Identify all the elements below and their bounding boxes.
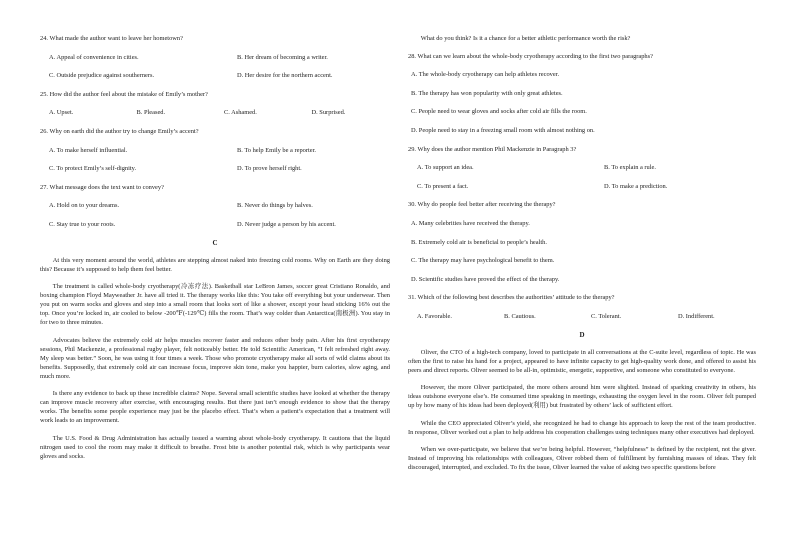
question-31-stem: 31. Which of the following best describes the authorities’ attitude to the therapy? xyxy=(408,294,615,302)
option-c: C. Stay true to your roots. xyxy=(49,220,116,228)
passage-c-paragraph-5: The U.S. Food & Drug Administration has actually issued a warning about whole-body cryotherapy. It cautions that the liquid nitrogen used to cool the room may make it difficult to breathe. Frost bite is another potential risk, which is why participants wear gloves and socks. xyxy=(40,434,390,460)
option-c: C. To present a fact. xyxy=(417,182,469,190)
option-d: D. To make a prediction. xyxy=(604,182,668,190)
option-d: D. Her desire for the northern accent. xyxy=(237,72,333,80)
question-24-options xyxy=(40,53,390,62)
option-c: C. Ashamed. xyxy=(224,109,257,117)
option-a: A. Appeal of convenience in cities. xyxy=(49,53,139,61)
option-b: B. Her dream of becoming a writer. xyxy=(237,53,328,61)
option-b: B. Pleased. xyxy=(136,109,166,117)
passage-c-paragraph-2: The treatment is called whole-body cryotherapy(冷冻疗法). Basketball star LeBron James, soccer great Cristiano Ronaldo, and boxing champion Floyd Mayweather Jr. have all tried it. The therapy works like this: You take off everything but your underwear. Then you put on warm socks and gloves and step into a small room that looks sort of like a shower, except your head sticking 16% out the top. Once you’re locked in, air cooled to below -200℉(-129℃) fills the room. That’s way colder than Antarctica(南极洲). You stay in for two to three minutes. xyxy=(40,283,390,327)
option-d: D. Indifferent. xyxy=(678,312,715,320)
question-29-options-2 xyxy=(408,182,756,191)
passage-d-paragraph-2: However, the more Oliver participated, the more others around him were slighted. Instead of sparking creativity in others, his ideas outshone everyone else’s. He consumed time speaking in meetings, exhausting the oxygen level in the room. Oliver felt pumped up by how many of his ideas had been deployed(利用) but frustrated by others’ lack of sufficient effort. xyxy=(408,384,756,410)
section-heading-d: D xyxy=(579,330,585,339)
option-c: C. People need to wear gloves and socks after cold air fills the room. xyxy=(411,108,587,116)
option-b: B. To explain a rule. xyxy=(604,164,656,172)
option-d: D. People need to stay in a freezing small room with almost nothing on. xyxy=(411,126,595,134)
option-b: B. Extremely cold air is beneficial to people’s health. xyxy=(411,238,547,246)
question-25-stem: 25. How did the author feel about the mistake of Emily’s mother? xyxy=(40,90,208,98)
option-a: A. Upset. xyxy=(49,109,74,117)
passage-d-paragraph-3: While the CEO appreciated Oliver’s yield, she recognized he had to change his approach to keep the rest of the team productive. In response, Oliver worked out a plan to help address his cooperation challenges using techniques many other executives had deployed. xyxy=(408,419,756,436)
option-b: B. Cautious. xyxy=(504,312,536,320)
passage-d-paragraph-4: When we over-participate, we believe that we’re being helpful. However, “helpfulness” is defined by the recipient, not the giver. Instead of improving his relationships with colleagues, Oliver robbed them of fulfillment by furnishing masses of ideas. They felt discouraged, interrupted, and excluded. To fix the issue, Oliver learned the value of asking two specific questions before xyxy=(408,446,756,472)
option-a: A. To make herself influential. xyxy=(49,146,128,154)
question-24-options-2 xyxy=(40,71,390,80)
option-d: D. To prove herself right. xyxy=(237,165,302,173)
question-29-stem: 29. Why does the author mention Phil Mackenzie in Paragraph 3? xyxy=(408,145,577,153)
question-25-options xyxy=(40,108,390,117)
option-a: A. To support an idea. xyxy=(417,164,474,172)
option-a: A. Favorable. xyxy=(417,312,452,320)
passage-d-paragraph-1: Oliver, the CTO of a high-tech company, loved to participate in all conversations at the C-suite level, regardless of topic. He was often the first to raise his hand for a project, appeared to have infinite capacity to get high-quality work done, and offered to assist his peers and direct reports. Oliver seemed to be all-in, optimistic, energetic, supportive, and someone who constituted to everyone. xyxy=(408,348,756,374)
question-26-options xyxy=(40,146,390,155)
option-a: A. Many celebrities have received the therapy. xyxy=(411,219,530,227)
question-27-stem: 27. What message does the text want to convey? xyxy=(40,183,164,191)
question-26-options-2 xyxy=(40,164,390,173)
passage-c-paragraph-4: Is there any evidence to back up these incredible claims? Nope. Several small scientific studies have looked at whether the therapy can improve muscle recovery after exercise, with encouraging results. But there just isn’t enough evidence to show that the therapy works. The benefits some people experience may just be the placebo effect. That’s when a patient’s expectation that a treatment will work leads to an improvement. xyxy=(40,390,390,425)
section-heading-c: C xyxy=(212,238,218,247)
option-b: B. To help Emily be a reporter. xyxy=(237,146,316,154)
option-c: C. Outside prejudice against southerners. xyxy=(49,72,155,80)
option-a: A. Hold on to your dreams. xyxy=(49,202,120,210)
left-column xyxy=(40,34,390,461)
right-column xyxy=(408,34,756,472)
passage-c-paragraph-3: Advocates believe the extremely cold air helps muscles recover faster and reduces other body pain. After his first cryotherapy sessions, Phil Mackenzie, a professional rugby player, felt noticeably better. He told Scientific American, “I felt refreshed right away. My sleep was better.” Soon, he was using it four times a week. Those who promote cryotherapy make all sorts of wild claims about its benefits. Supposedly, that extremely cold air can increase focus, improve skin tone, make you happier, burn calories, slow aging, and much more. xyxy=(40,336,390,380)
question-29-options xyxy=(408,163,756,172)
passage-c-closing-line: What do you think? Is it a chance for a better athletic performance worth the risk? xyxy=(420,35,631,42)
question-27-options-2 xyxy=(40,220,390,229)
option-c: C. The therapy may have psychological benefit to them. xyxy=(411,257,555,265)
question-24-stem: 24. What made the author want to leave her hometown? xyxy=(40,35,183,42)
passage-c-paragraph-1: At this very moment around the world, athletes are stepping almost naked into freezing cold rooms. Why on Earth are they doing this? Because it’s supposed to help them feel better. xyxy=(40,256,390,273)
option-b: B. Never do things by halves. xyxy=(237,202,313,210)
option-d: D. Never judge a person by his accent. xyxy=(237,220,336,228)
question-31-options xyxy=(408,312,756,321)
option-d: D. Scientific studies have proved the effect of the therapy. xyxy=(411,275,560,283)
question-28-stem: 28. What can we learn about the whole-body cryotherapy according to the first two paragraphs? xyxy=(408,52,653,60)
question-30-stem: 30. Why do people feel better after receiving the therapy? xyxy=(408,201,556,209)
option-a: A. The whole-body cryotherapy can help athletes recover. xyxy=(411,71,560,79)
question-26-stem: 26. Why on earth did the author try to change Emily’s accent? xyxy=(40,127,199,135)
option-c: C. Tolerant. xyxy=(591,312,622,320)
option-c: C. To protect Emily’s self-dignity. xyxy=(49,165,137,173)
question-27-options xyxy=(40,201,390,210)
option-d: D. Surprised. xyxy=(311,109,346,117)
option-b: B. The therapy has won popularity with only great athletes. xyxy=(411,89,563,97)
